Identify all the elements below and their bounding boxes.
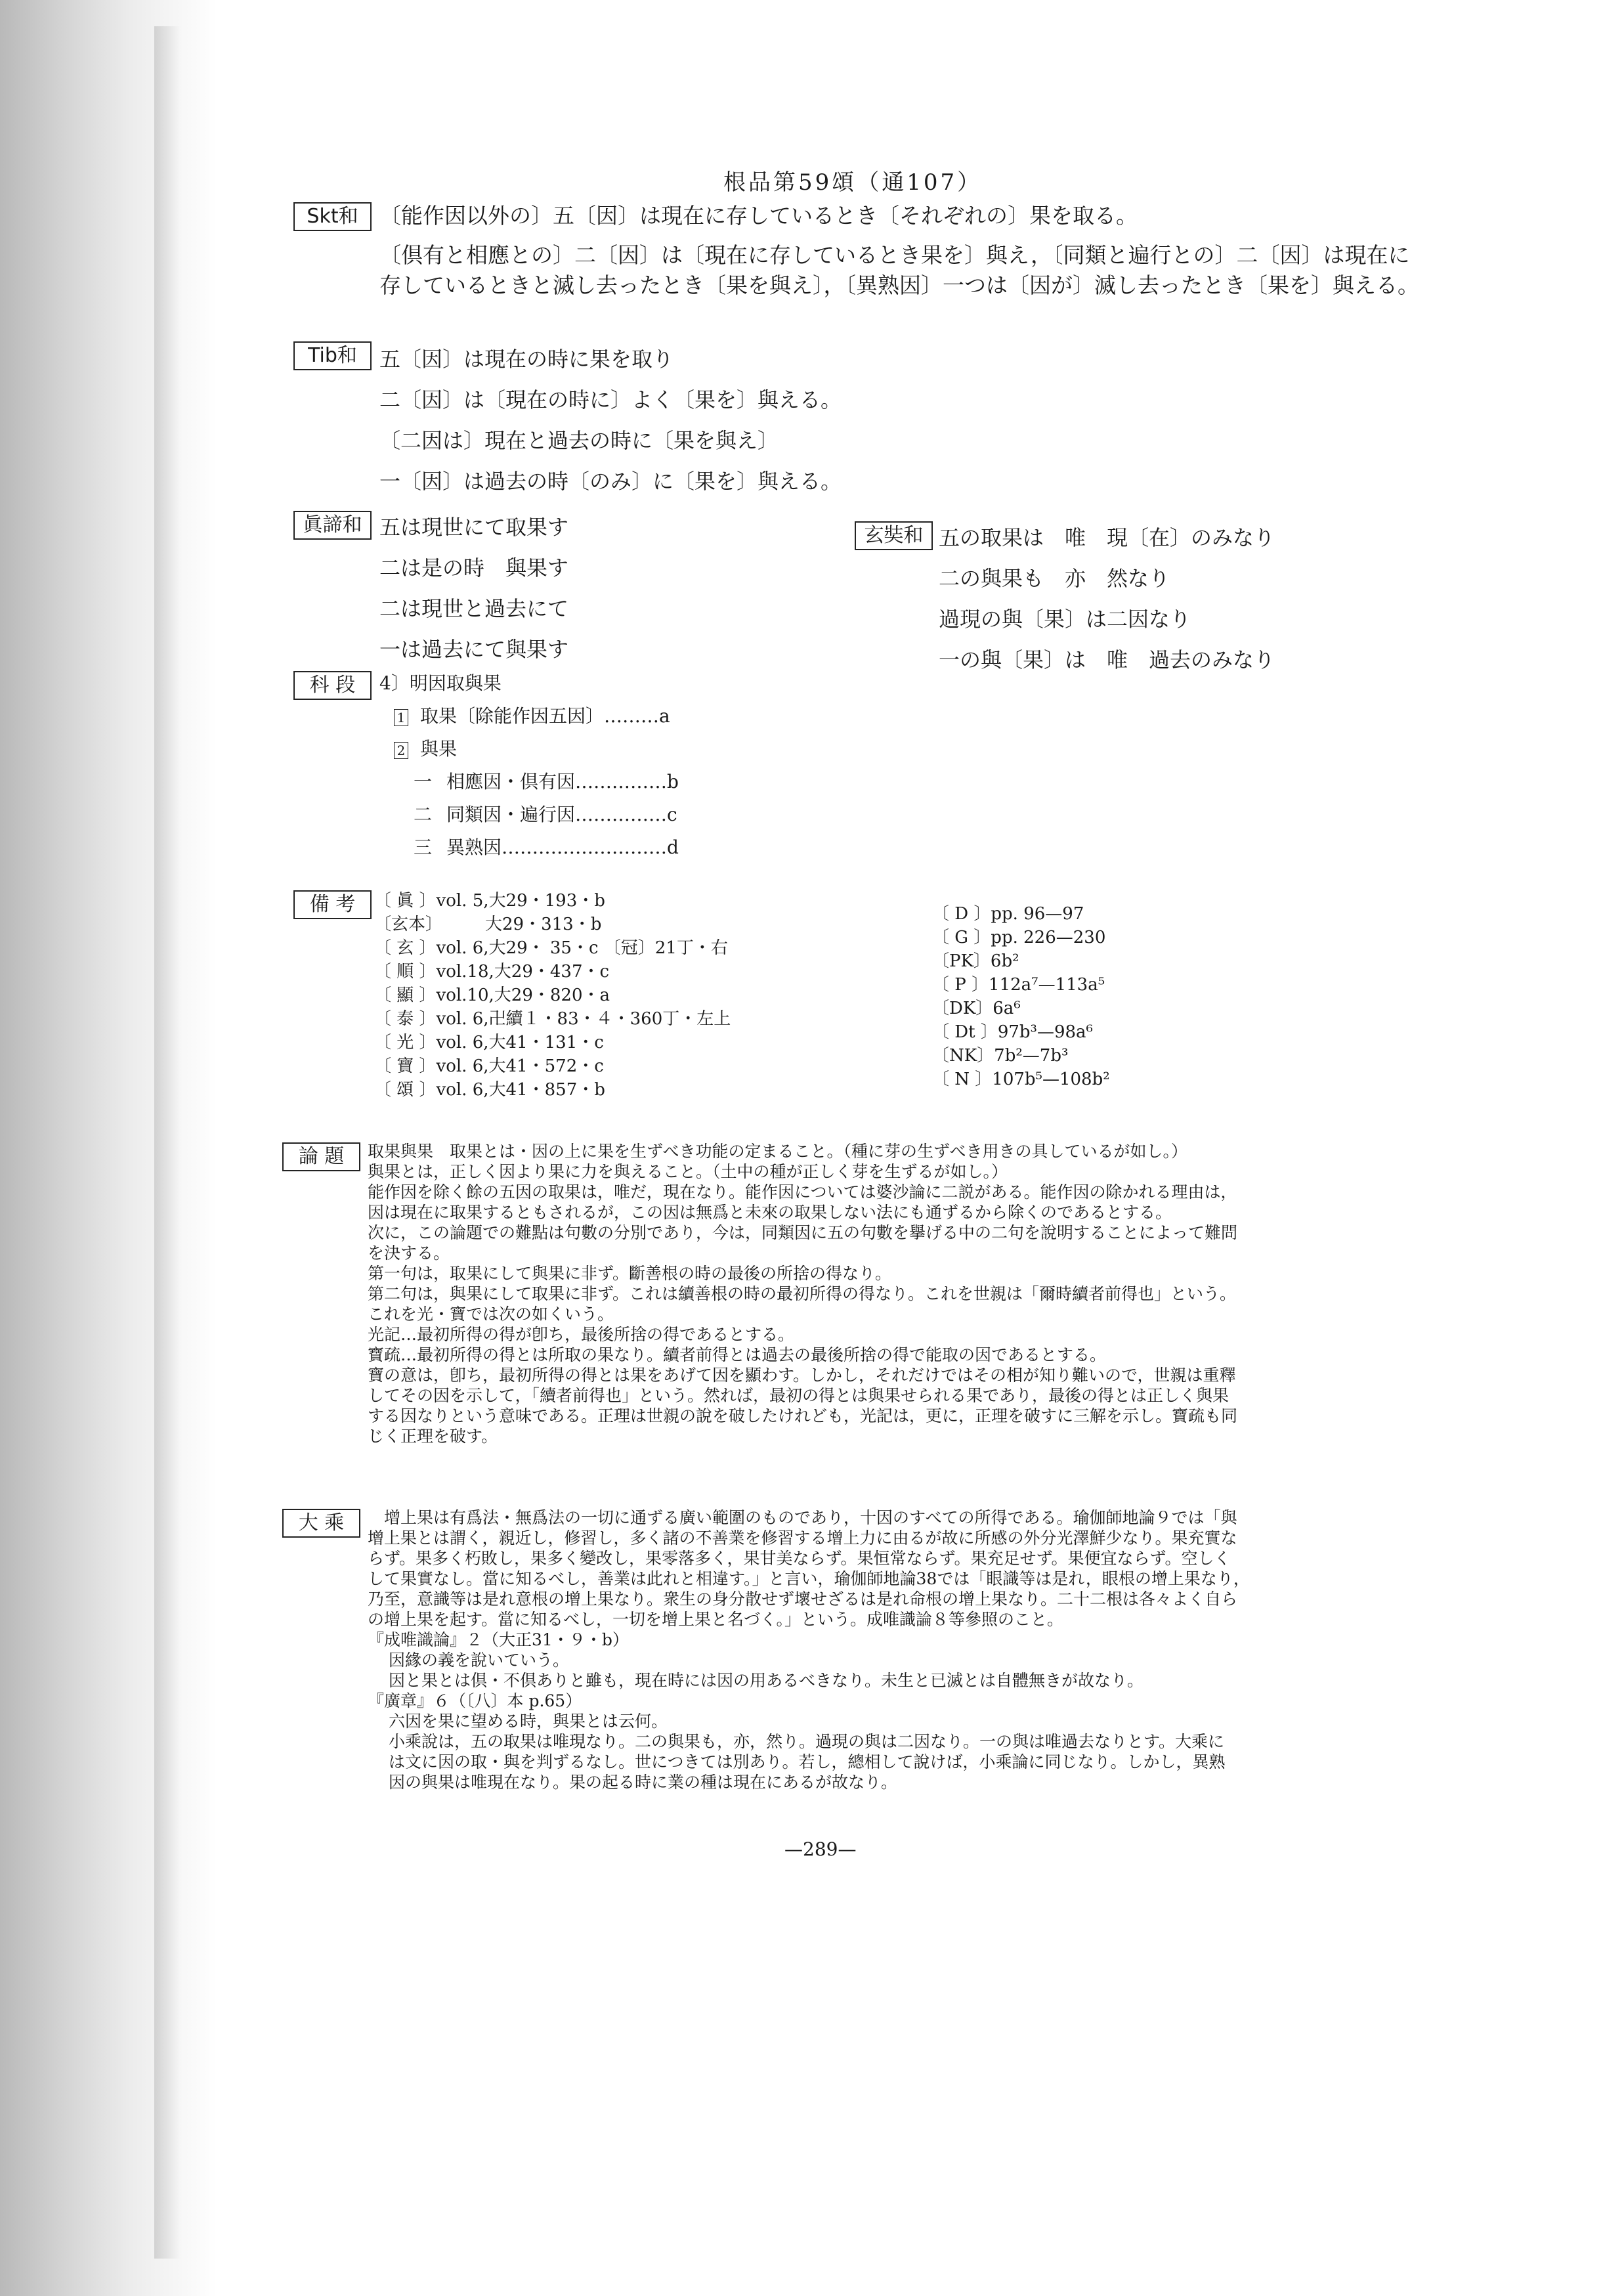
rondai-line: 光記…最初所得の得が卽ち，最後所捨の得であるとする。 [368, 1325, 795, 1344]
shintai-line: 二は是の時 與果す [379, 555, 569, 580]
kadan-heading: 4〕明因取與果 [379, 672, 502, 694]
daijo-line: 乃至，意識等は是れ意根の增上果なり。衆生の身分散せず壞せざるは是れ命根の增上果なり。二十二根は各々よく自ら [368, 1590, 1238, 1609]
kadan-subitem [394, 831, 679, 864]
kadan-item-number: 二 [414, 804, 433, 825]
genjo-line: 過現の與〔果〕は二因なり [939, 607, 1191, 632]
daijo-quote-line: 因緣の義を說いていう。 [389, 1651, 570, 1670]
page-number: —289— [784, 1838, 857, 1860]
skt-tag: Skt和 [293, 202, 372, 231]
daijo-quote-line: は文に因の取・與を判ずるなし。世につきては別あり。若し，總相して說けば，小乘論に同じなり。しかし，異熟 [389, 1752, 1226, 1771]
kadan-item [394, 733, 679, 766]
daijo-quote-line: 六因を果に望める時，與果とは云何。 [389, 1712, 668, 1731]
rondai-line: 因は現在に取果するともされるが，この因は無爲と未來の取果しない法にも通ずるから除くのであるとする。 [368, 1203, 1172, 1222]
biko-ref: 〔 P 〕112a⁷—113a⁵ [932, 975, 1105, 995]
skt-line: 存しているときと滅し去ったとき〔果を與え〕，〔異熟因〕一つは〔因が〕滅し去ったとき〔果を〕與える。 [379, 272, 1419, 298]
daijo-citation: 『廣章』６（〔八〕本 p.65） [368, 1691, 582, 1710]
tib-line: 〔二因は〕現在と過去の時に〔果を與え〕 [379, 428, 779, 453]
rondai-line: じく正理を破す。 [368, 1427, 498, 1446]
rondai-line: これを光・寶では次の如くいう。 [368, 1305, 614, 1324]
rondai-tag: 論 題 [282, 1142, 360, 1171]
tib-line: 五〔因〕は現在の時に果を取り [379, 347, 674, 372]
skt-line: 〔倶有と相應との〕二〔因〕は〔現在に存しているとき果を〕與え，〔同類と遍行との〕二〔因〕は現在に [379, 242, 1410, 268]
kadan-item-number: 2 [394, 742, 408, 759]
daijo-tag: 大 乘 [282, 1509, 360, 1538]
daijo-quote-line: 小乘說は，五の取果は唯現なり。二の與果も，亦，然り。過現の與は二因なり。一の與は唯過去なりとす。大乘に [389, 1732, 1225, 1751]
shintai-line: 二は現世と過去にて [379, 596, 569, 621]
genjo-tag: 玄奘和 [855, 521, 933, 550]
kadan-subitem [394, 798, 679, 831]
daijo-line: 增上果は有爲法・無爲法の一切に通ずる廣い範圍のものであり，十因のすべての所得である。瑜伽師地論９では「與 [368, 1508, 1237, 1527]
rondai-line: する因なりという意味である。正理は世親の說を破したけれども，光記は，更に，正理を破すに三解を示し。寶疏も同 [368, 1406, 1238, 1425]
rondai-line: してその因を示して，「續者前得也」という。然れば，最初の得とは與果せられる果であり，最後の得とは正しく與果 [368, 1386, 1229, 1405]
biko-ref: 〔 寶 〕vol. 6,大41・572・c [374, 1056, 604, 1076]
daijo-line: 增上果とは謂く，親近し，修習し，多く諸の不善業を修習する增上力に由るが故に所感の外分光澤鮮少なり。果充實な [368, 1528, 1237, 1548]
rondai-line: 寶疏…最初所得の得とは所取の果なり。續者前得とは過去の最後所捨の得で能取の因であるとする。 [368, 1345, 1107, 1364]
kadan-item-text: 同類因・遍行因……………c [446, 804, 677, 825]
daijo-line: らず。果多く朽敗し，果多く變改し，果零落多く，果甘美ならず。果恒常ならず。果充足せず。果便宜ならず。空しく [368, 1549, 1231, 1568]
daijo-line: の增上果を起す。當に知るべし，一切を增上果と名づく。」という。成唯識論８等參照のこと。 [368, 1610, 1064, 1629]
page-title: 根品第59頌（通107） [723, 169, 983, 196]
biko-ref: 〔 G 〕pp. 226—230 [932, 928, 1106, 947]
rondai-line: を決する。 [368, 1244, 450, 1263]
kadan-item-number: 1 [394, 709, 408, 726]
daijo-quote-line: 因と果とは倶・不倶ありと雖も，現在時には因の用あるべきなり。未生と已滅とは自體無きが故なり。 [389, 1671, 1144, 1690]
biko-refs-right [932, 902, 1110, 1091]
kadan-subitem [394, 766, 679, 798]
kadan-item [394, 700, 679, 733]
shintai-verse [379, 507, 568, 670]
biko-ref: 〔 泰 〕vol. 6,卍續１・83・４・360丁・左上 [374, 1009, 731, 1029]
tib-line: 二〔因〕は〔現在の時に〕よく〔果を〕與える。 [379, 387, 842, 412]
skt-translation [379, 201, 1419, 301]
biko-ref: 〔 光 〕vol. 6,大41・131・c [374, 1033, 604, 1052]
daijo-body [368, 1507, 1250, 1792]
shintai-tag: 眞諦和 [293, 511, 372, 540]
genjo-verse [939, 517, 1275, 680]
biko-ref: 〔NK〕7b²—7b³ [932, 1046, 1069, 1066]
biko-ref: 〔 玄 〕vol. 6,大29・ 35・c 〔冠〕21丁・右 [374, 938, 728, 958]
rondai-line: 第一句は，取果にして與果に非ず。斷善根の時の最後の所捨の得なり。 [368, 1264, 892, 1283]
genjo-line: 一の與〔果〕は 唯 過去のみなり [939, 647, 1275, 672]
daijo-quote-line: 因の與果は唯現在なり。果の起る時に業の種は現在にあるが故なり。 [389, 1773, 898, 1792]
daijo-citation: 『成唯識論』２（大正31・９・b） [368, 1630, 629, 1649]
kadan-outline [394, 700, 679, 864]
kadan-item-text: 相應因・倶有因……………b [446, 771, 679, 792]
shintai-line: 一は過去にて與果す [379, 637, 569, 662]
genjo-line: 五の取果は 唯 現〔在〕のみなり [939, 525, 1275, 550]
genjo-line: 二の與果も 亦 然なり [939, 566, 1170, 591]
biko-ref: 〔 顯 〕vol.10,大29・820・a [374, 986, 610, 1005]
scan-binding-shadow [154, 26, 181, 2259]
rondai-line: 能作因を除く餘の五因の取果は，唯だ，現在なり。能作因については婆沙論に二説がある。能作因の除かれる理由は， [368, 1182, 1237, 1202]
biko-ref: 〔DK〕6a⁶ [932, 999, 1021, 1018]
rondai-line: 取果與果 取果とは・因の上に果を生ずべき功能の定まること。（種に芽の生ずべき用きの具しているが如し。） [368, 1142, 1188, 1161]
biko-ref: 〔 順 〕vol.18,大29・437・c [374, 962, 610, 982]
biko-ref: 〔 頌 〕vol. 6,大41・857・b [374, 1080, 605, 1100]
skt-line: 〔能作因以外の〕五〔因〕は現在に存しているとき〔それぞれの〕果を取る。 [379, 203, 1138, 228]
kadan-tag: 科 段 [293, 671, 372, 700]
biko-ref: 〔 Dt 〕97b³—98a⁶ [932, 1022, 1093, 1042]
biko-refs-left [374, 889, 731, 1102]
kadan-item-text: 異熟因………………………d [446, 836, 679, 858]
scan-shadow [0, 0, 217, 2296]
biko-ref: 〔 D 〕pp. 96—97 [932, 904, 1084, 924]
biko-ref: 〔 眞 〕vol. 5,大29・193・b [374, 891, 605, 911]
daijo-line: して果實なし。當に知るべし，善業は此れと相違す。」と言い，瑜伽師地論38では「眼識等は是れ，眼根の增上果なり， [368, 1569, 1250, 1588]
rondai-line: 第二句は，與果にして取果に非ず。これは續善根の時の最初所得の得なり。これを世親は「爾時續者前得也」という。 [368, 1284, 1237, 1303]
biko-ref: 〔玄本〕 大29・313・b [374, 915, 602, 934]
tib-translation [379, 339, 842, 502]
kadan-item-number: 一 [414, 771, 433, 792]
tib-line: 一〔因〕は過去の時〔のみ〕に〔果を〕與える。 [379, 469, 842, 494]
kadan-item-text: 與果 [420, 738, 458, 760]
shintai-line: 五は現世にて取果す [379, 515, 569, 540]
biko-ref: 〔 N 〕107b⁵—108b² [932, 1070, 1110, 1089]
biko-ref: 〔PK〕6b² [932, 951, 1019, 971]
rondai-line: 次に，この論題での難點は句數の分別であり，今は，同類因に五の句數を擧げる中の二句を說明することによって難問 [368, 1223, 1238, 1242]
tib-tag: Tib和 [293, 341, 372, 370]
rondai-line: 與果とは，正しく因より果に力を與えること。（土中の種が正しく芽を生ずるが如し。） [368, 1162, 1008, 1181]
rondai-body [368, 1141, 1237, 1446]
kadan-item-number: 三 [414, 836, 433, 858]
kadan-item-text: 取果〔除能作因五因〕………a [420, 705, 670, 727]
rondai-line: 寶の意は，卽ち，最初所得の得とは果をあげて因を顯わす。しかし，それだけではその相が知り難いので，世親は重釋 [368, 1366, 1236, 1385]
biko-tag: 備 考 [293, 890, 372, 919]
